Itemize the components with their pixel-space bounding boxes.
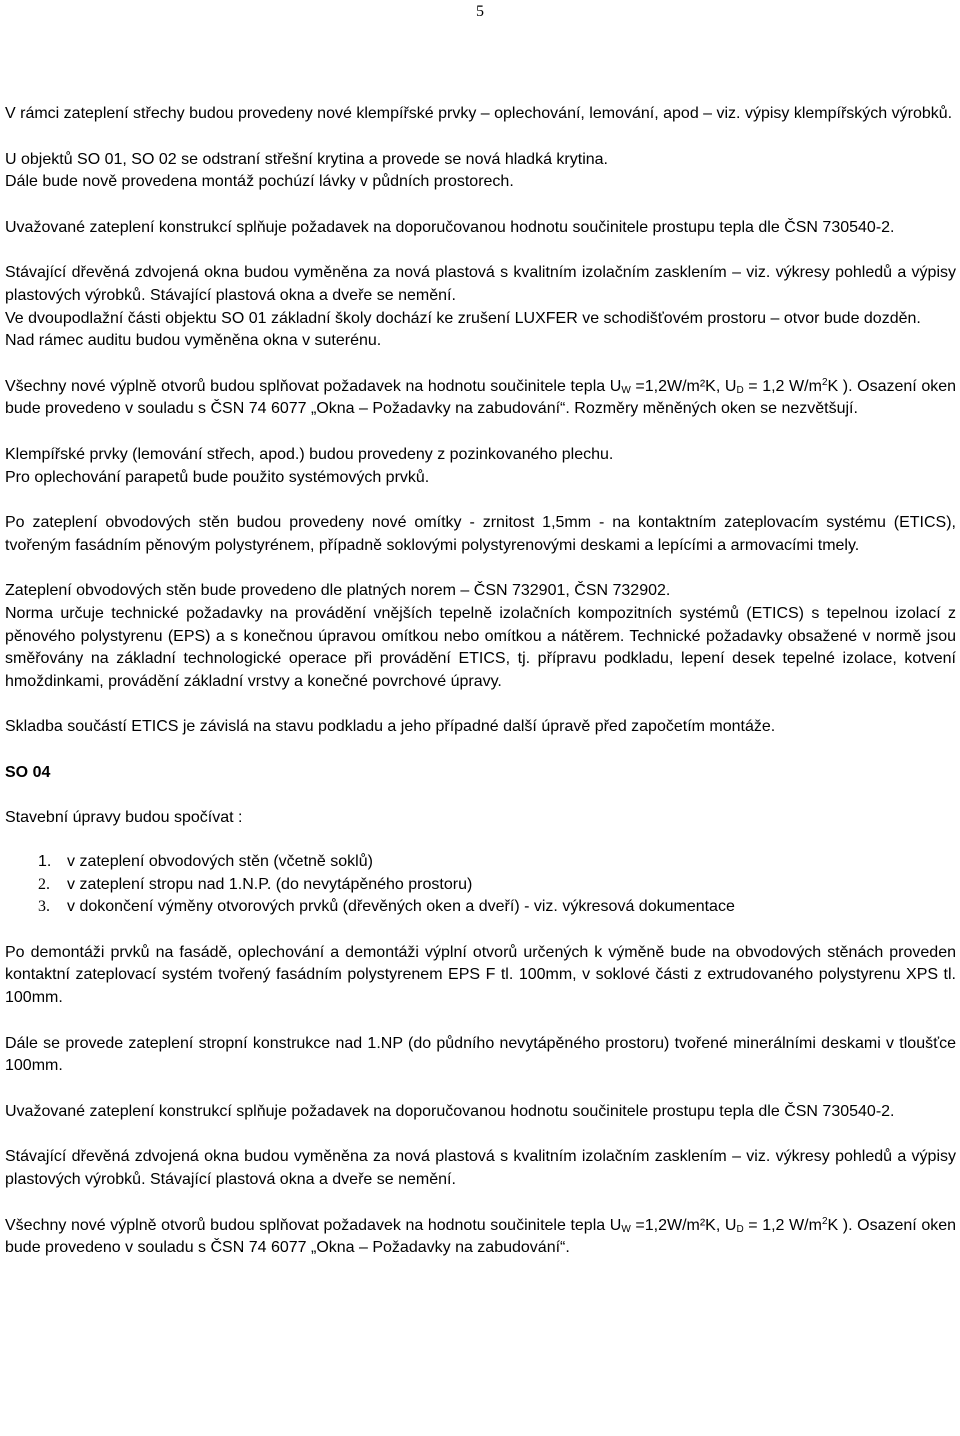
subscript-w: W xyxy=(621,384,631,396)
text-fragment: =1,2W/m²K, U xyxy=(630,377,737,395)
paragraph-parapet-flashing: Pro oplechování parapetů bude použito systémových prvků. xyxy=(5,468,430,486)
paragraph-u-values-2 xyxy=(5,1215,956,1260)
paragraph-etics-composition: Skladba součástí ETICS je závislá na stavu podkladu a jeho případné další úpravě před započetím montáže. xyxy=(5,718,776,736)
list-text: v zateplení stropu nad 1.N.P. (do nevytápěného prostoru) xyxy=(67,875,473,893)
subscript-w: W xyxy=(621,1223,631,1235)
paragraph-windows-replacement: Stávající dřevěná zdvojená okna budou vyměněna za nová plastová s kvalitním izolačním zasklením – viz. výkresy pohledů a výpisy plastových výrobků. Stávající plastová okna a dveře se nemění. xyxy=(5,264,956,304)
paragraph-windows-replacement-2: Stávající dřevěná zdvojená okna budou vyměněna za nová plastová s kvalitním izolačním zasklením – viz. výkresy pohledů a výpisy plastových výrobků. Stávající plastová okna a dveře se nemění. xyxy=(5,1148,956,1188)
paragraph-attic-walkway: Dále bude nově provedena montáž pochúzí lávky v půdních prostorech. xyxy=(5,173,514,191)
paragraph-works-intro: Stavební úpravy budou spočívat : xyxy=(5,809,243,827)
list-item xyxy=(5,851,956,874)
list-number: 1. xyxy=(38,853,52,871)
list-item xyxy=(5,896,956,919)
document-body xyxy=(5,103,956,1260)
heading-so04: SO 04 xyxy=(5,763,51,781)
paragraph-facade-insulation: Po demontáži prvků na fasádě, oplechování a demontáži výplní otvorů určených k výměně bude na obvodových stěnách proveden kontaktní zateplovací systém tvořený fasádním polystyrenem EPS F tl. 100mm, v soklové části z extrudovaného polystyrenu XPS tl. 100mm. xyxy=(5,943,956,1007)
text-fragment: K ). Osazení oken bude provedeno v souladu s ČSN 74 6077 „Okna – Požadavky na zabudování“. Rozměry měněných oken se nezvětšují. xyxy=(5,377,957,418)
list-number: 3. xyxy=(38,898,50,916)
text-fragment: =1,2W/m²K, U xyxy=(630,1216,737,1234)
list-item xyxy=(5,874,956,897)
superscript-2: 2 xyxy=(821,1215,828,1227)
paragraph-render: Po zateplení obvodových stěn budou provedeny nové omítky - zrnitost 1,5mm - na kontaktním zateplovacím systému (ETICS), tvořeným fasádním pěnovým polystyrénem, případně soklovými polystyrenovými deskami a lepícími a armovacími tmely. xyxy=(5,514,956,554)
text-fragment: Všechny nové výplně otvorů budou splňovat požadavek na hodnotu součinitele tepla U xyxy=(5,1216,622,1234)
paragraph-flashing-material: Klempířské prvky (lemování střech, apod.) budou provedeny z pozinkovaného plechu. xyxy=(5,445,614,463)
text-fragment: = 1,2 W/m xyxy=(743,377,822,395)
subscript-d: D xyxy=(736,1223,744,1235)
superscript-2: 2 xyxy=(821,376,828,388)
paragraph-insulation-standard: Uvažované zateplení konstrukcí splňuje požadavek na doporučovanou hodnotu součinitele prostupu tepla dle ČSN 730540-2. xyxy=(5,218,895,236)
list-text: v dokončení výměny otvorových prvků (dřevěných oken a dveří) - viz. výkresová dokumentace xyxy=(67,898,735,916)
paragraph-u-values xyxy=(5,376,956,421)
paragraph-roofing: U objektů SO 01, SO 02 se odstraní střešní krytina a provede se nová hladká krytina. xyxy=(5,150,608,168)
paragraph-luxfer: Ve dvoupodlažní části objektu SO 01 základní školy dochází ke zrušení LUXFER ve schodišťovém prostoru – otvor bude dozděn. xyxy=(5,309,921,327)
text-fragment: K ). Osazení oken bude provedeno v souladu s ČSN 74 6077 „Okna – Požadavky na zabudování“. xyxy=(5,1216,957,1257)
text-fragment: = 1,2 W/m xyxy=(743,1216,822,1234)
works-list xyxy=(5,851,956,919)
subscript-d: D xyxy=(736,384,744,396)
text-fragment: Všechny nové výplně otvorů budou splňovat požadavek na hodnotu součinitele tepla U xyxy=(5,377,622,395)
paragraph-insulation-standard-2: Uvažované zateplení konstrukcí splňuje požadavek na doporučovanou hodnotu součinitele prostupu tepla dle ČSN 730540-2. xyxy=(5,1102,895,1120)
paragraph-roof-flashing: V rámci zateplení střechy budou provedeny nové klempířské prvky – oplechování, lemování, apod – viz. výpisy klempířských výrobků. xyxy=(5,105,953,122)
paragraph-ceiling-insulation: Dále se provede zateplení stropní konstrukce nad 1.NP (do půdního nevytápěného prostoru) tvořené minerálními deskami v tloušťce 100mm. xyxy=(5,1034,956,1075)
paragraph-basement-windows: Nad rámec auditu budou vyměněna okna v suterénu. xyxy=(5,332,382,350)
list-text: v zateplení obvodových stěn (včetně soklů) xyxy=(67,853,373,871)
paragraph-standards: Zateplení obvodových stěn bude provedeno dle platných norem – ČSN 732901, ČSN 732902. xyxy=(5,582,671,600)
page-number: 5 xyxy=(476,3,484,20)
paragraph-etics-requirements: Norma určuje technické požadavky na provádění vnějších tepelně izolačních kompozitních systémů (ETICS) s tepelnou izolací z pěnového polystyrenu (EPS) a s konečnou úpravou omítkou nebo omítkou a nátěrem. Technické požadavky obsažené v normě jsou směřovány na základní technologické operace při provádění ETICS, tj. přípravu podkladu, lepení desek tepelné izolace, kotvení hmoždinkami, provádění základní vrstvy a konečné povrchové úpravy. xyxy=(5,604,956,690)
list-number: 2. xyxy=(38,875,50,893)
